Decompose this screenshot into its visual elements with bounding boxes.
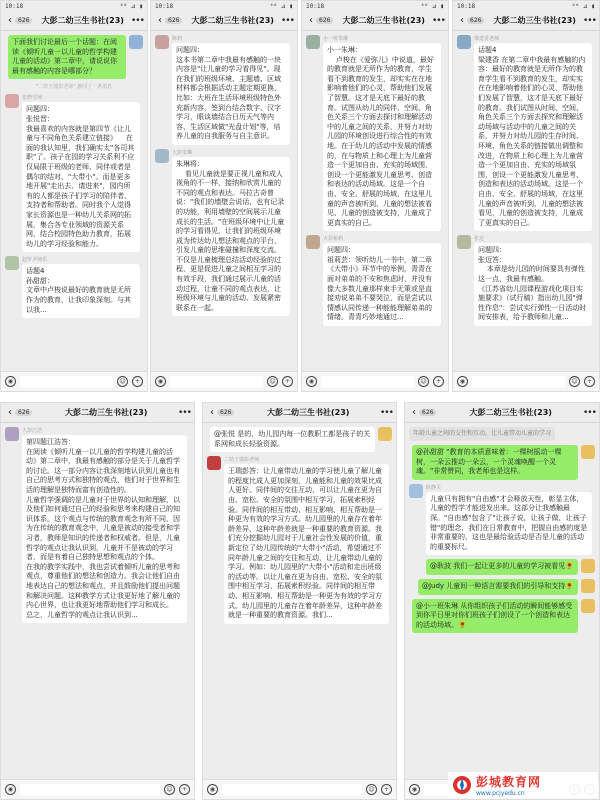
avatar[interactable]: [581, 599, 595, 613]
avatar[interactable]: [129, 35, 143, 49]
sender-name: 大彭朱琳: [172, 149, 193, 156]
more-options-icon[interactable]: •••: [583, 407, 596, 418]
chat-screenshot-6: [202, 402, 397, 800]
avatar[interactable]: [306, 235, 320, 249]
quoted-message: 年龄儿童之间的交往和互动，让儿童带动儿童的学习: [409, 427, 555, 441]
emoji-icon[interactable]: ☺: [117, 376, 128, 387]
chat-title: 大彭二幼三生书社(23): [191, 16, 274, 25]
sender-name: 大彭祖莉: [323, 236, 344, 243]
avatar[interactable]: [581, 445, 595, 459]
chat-message[interactable]: [5, 94, 143, 252]
status-bar: [151, 1, 297, 11]
voice-icon[interactable]: ◉: [155, 376, 166, 387]
voice-icon[interactable]: ◉: [5, 784, 16, 795]
emoji-icon[interactable]: ☺: [569, 376, 580, 387]
chat-message[interactable]: [409, 559, 595, 575]
chat-title-bar: [405, 403, 599, 423]
voice-icon[interactable]: ◉: [306, 376, 317, 387]
back-arrow-icon[interactable]: ‹: [158, 15, 162, 26]
status-icons: ⁴⁶ ⊿ ▮: [119, 2, 143, 10]
sender-name: 梁建香老师: [474, 36, 500, 42]
avatar[interactable]: [5, 94, 19, 108]
chat-title: 大彭二幼三生书社(23): [267, 408, 350, 417]
message-list[interactable]: [302, 31, 448, 371]
message-bubble[interactable]: 朱琳将： 看见儿童就是要正视儿童和成人视角的不一样，接纳和欣赏儿童的不同的观点和表达。马拉古奇曾说："我们的墙壁会说话，也有记录的功能，利用墙壁的空间展示儿童成长的生活。"在班级环境中让儿童的学习看得见，让我们的班级环境成为传达幼儿想法和观点的平台，引发儿童的思维碰撞和深度交流。不仅是儿童梳理总结活动经验的过程，更是促进儿童之间相互学习的有效手段，我们通过展示儿童的活动过程，让童不同的观点表达，让班级环境与儿童的活动、发展紧密联系在一起。: [172, 157, 290, 317]
message-input-bar: [1, 779, 194, 799]
message-list[interactable]: [1, 423, 194, 779]
message-bubble[interactable]: @Judy 儿童间一种语言需要我们的引导和支持🌻: [418, 579, 578, 595]
add-icon[interactable]: +: [433, 376, 444, 387]
watermark-url: www.pcjyedu.cn: [476, 790, 525, 797]
chat-title-bar: [203, 403, 396, 423]
add-icon[interactable]: +: [584, 376, 595, 387]
message-input[interactable]: [20, 376, 113, 388]
message-input[interactable]: [20, 784, 160, 796]
status-bar: [453, 1, 599, 11]
chat-message[interactable]: [155, 35, 293, 145]
system-notice: "二幼玉瑞彭老师" 撤回了一条消息: [35, 84, 113, 91]
sender-name: 耿静关: [426, 484, 442, 491]
chat-title: 大彭二幼三生书社(23): [493, 16, 576, 25]
chat-screenshot-3: [301, 0, 449, 392]
more-options-icon[interactable]: •••: [583, 15, 596, 26]
chat-message[interactable]: [409, 484, 595, 556]
emoji-icon[interactable]: ☺: [418, 376, 429, 387]
add-icon[interactable]: +: [381, 784, 392, 795]
message-bubble[interactable]: 问题四： 这本书第二章中我最有感触的一块内容是"让儿童的学习看得见"。现在我们的班级环境、主题墙、区域材料都会根据活动主题定期更换，比如：大班在生活环境班级特色外充新内容，签到台结合数字、汉字学习，眼谈墙结合日历天气等内容、生活区域做"光盘计划"等，培养儿童的自我服务与自主意识。: [172, 43, 290, 145]
message-list[interactable]: [453, 31, 599, 371]
status-bar: [302, 1, 448, 11]
unread-count-badge: 626: [15, 409, 32, 416]
chat-title-bar: [453, 11, 599, 31]
chat-screenshot-7: [404, 402, 600, 800]
sender-name: 张晓雪师: [22, 95, 43, 102]
unread-count-badge: 626: [217, 409, 234, 416]
add-icon[interactable]: +: [132, 376, 143, 387]
unread-count-badge: 626: [467, 17, 484, 24]
status-icons: ⁴⁶ ⊿ ▮: [420, 2, 444, 10]
message-bubble[interactable]: @孙甜甜 "教育的本质意味着：一棵树摇动一棵树，一朵云推动一朵云，一个灵魂唤醒一个灵魂。"非常赞同，我老师也是这样。: [412, 445, 578, 480]
message-bubble[interactable]: 下面我们讨论最后一个话题：在阅读《倾听儿童一以儿童的哲学构建儿童的活动》第二章中，请说说你最有感触的内容是哪部分？: [8, 35, 126, 79]
sender-name: 赵罗尹师乐: [22, 257, 48, 264]
more-options-icon[interactable]: •••: [432, 15, 445, 26]
chat-screenshot-5: [0, 402, 195, 800]
chat-message[interactable]: [5, 256, 143, 318]
message-bubble[interactable]: @张悦 是的，幼儿园内每一位教职工都是孩子的关系网和成长轻验资源。: [210, 427, 375, 452]
message-bubble[interactable]: 第四题江浩答： 在阅读《倾听儿童一以儿童的哲学构建儿童的活动》第二章中，我最有感触的部分是关于儿童哲学的讨论。这一部分内容让我深刻地认识到儿童也有自己的思考方式和独特的观点，他们对于世界和生活的理解是独特而富有创造性的。 儿童哲学强调的是儿童对于世界的认知和理解，以及他们如何通过自己的经验和思考来构建自己的知识体系。这个观点与传统的教育观念有所不同，因为在传统的教育观念中，儿童是被动的接受者和学习者，教师是知识的传递者和权威者。但是，儿童哲学的观点让我认识到，儿童并不是被动的学习者，而是有着自己独特思想和观点的个体。 在我的教学实践中，我也尝试着倾听儿童的思考和观点，尊重他们的想法和创造力。我会让他们自由地表达自己的想法和观点，并且鼓励他们提出问题和解决问题。这种教学方式让我更好地了解儿童的内心世界，也让我更好地帮助他们学习和成长。 总之，儿童哲学的观点让我认识到...: [22, 435, 187, 623]
watermark-name: 彭城教育网: [476, 775, 542, 789]
add-icon[interactable]: +: [282, 376, 293, 387]
chat-title-bar: [1, 403, 194, 423]
message-input-bar: [203, 779, 396, 799]
chat-title-bar: [302, 11, 448, 31]
message-list[interactable]: [405, 423, 599, 779]
chat-message[interactable]: [306, 35, 444, 231]
logo-emblem-icon: [452, 775, 472, 795]
message-bubble[interactable]: 问题四： 张迈答： 本章是幼儿园的时间要具有弹性这一点，我最有感触。 《江苏省幼儿园课程游戏化项目实施要求》（试行稿）指出幼儿园"弹性作息"：尝试实行弹性一日活动时间安排表，给予教师和儿童...: [474, 243, 592, 326]
message-bubble[interactable]: @耿波 我们一起让更多的儿童的学习被看见🌻: [426, 559, 578, 575]
emoji-icon[interactable]: ☺: [267, 376, 278, 387]
message-input[interactable]: [321, 376, 414, 388]
message-bubble[interactable]: 问题四： 祖莉芸：领听幼儿一书中，第二章《大带小》环节中的举例，青青在面对弟弟的不安和焦虑时，并没有像大多数儿童那样束手无策或是直接劝说弟弟不要哭泣，而是尝试以情感认同传递一种能能理解弟弟的情绪。青青巧妙地通过...: [323, 243, 441, 326]
message-input[interactable]: [472, 376, 565, 388]
chat-message[interactable]: [155, 149, 293, 317]
status-time: 10:18: [457, 2, 476, 10]
message-input-bar: [151, 371, 297, 391]
chat-title: 大彭二幼三生书社(23): [469, 408, 552, 417]
back-arrow-icon[interactable]: ‹: [8, 15, 12, 26]
message-bubble[interactable]: 小一朱琳： 卢梭在《爱弥儿》中说道，最好的教育就是无所作为的教育，学生看不到教育的发生，却实实在在地影响着他们的心灵，帮助他们发展了智慧。这才是天底下最好的教育。试图从幼儿的同伴、空间、角色关系三个方面去探讨和理解活动中的儿童之间的关系，并努力对幼儿园的环境创设进行综合性的有效地。在于幼儿的活动中发展的情感的，在与物质上和心理上为儿童营造一个更加自由、充实的场域围，创设一个更能激发儿童思考、创造和表达的活动场域。这是一个自由、安全、舒展的场域，在这里儿童的声音被听到、儿童的想法被看见、儿童的创造被支持，儿童成了更真实的自己。: [323, 43, 441, 231]
avatar[interactable]: [378, 427, 392, 441]
watermark-logo: [448, 772, 598, 798]
message-input[interactable]: [222, 784, 362, 796]
chat-title: 大彭二幼三生书社(23): [342, 16, 425, 25]
chat-message[interactable]: [409, 445, 595, 480]
back-arrow-icon[interactable]: ‹: [460, 15, 464, 26]
chat-title: 大彭二幼三生书社(23): [65, 408, 148, 417]
sender-name: 小一班朱琳: [323, 36, 349, 42]
avatar[interactable]: [207, 456, 221, 470]
chat-screenshot-1: [0, 0, 148, 392]
chat-message[interactable]: [306, 235, 444, 326]
unread-count-badge: 626: [165, 17, 182, 24]
avatar[interactable]: [5, 256, 19, 270]
voice-icon[interactable]: ◉: [409, 784, 420, 795]
unread-count-badge: 626: [316, 17, 333, 24]
message-input-bar: [302, 371, 448, 391]
status-icons: ⁴⁶ ⊿ ▮: [571, 2, 595, 10]
chat-title-bar: [1, 11, 147, 31]
message-bubble[interactable]: 问题四： 张悦晋： 我最喜欢的内容就是第四节《让儿童与不同角色关系建立链接》 在面的我认知里，我们确实太"各司其职"了。孩子在园的学习关系利不应仅局限于班级的老师、同伴或者是偶尔的结对、"大带小"。而是更多地开展"走出去、请进来"，园内所有的人都是孩子们学习的陪伴者、支持者和帮助者。同时我个人觉得家长资源也是一种幼儿关系网的拓展，集合各专业领域的资源关系网，结合校园特色助力教育，拓展幼儿的学习经验和能力。: [22, 102, 140, 252]
status-time: 10:18: [5, 2, 24, 10]
chat-title: 大彭二幼三生书社(23): [41, 16, 124, 25]
chat-message[interactable]: [457, 35, 595, 231]
emoji-icon[interactable]: ☺: [366, 784, 377, 795]
avatar[interactable]: [409, 484, 423, 498]
message-bubble[interactable]: 话题4 孙甜甜： 文章中卢梭说最好的教育就是无所作为的教育，让我印象深刻。与其以我...: [22, 264, 140, 318]
chat-message[interactable]: [207, 456, 392, 624]
avatar[interactable]: [5, 427, 19, 441]
message-list[interactable]: [151, 31, 297, 371]
status-time: 10:18: [155, 2, 174, 10]
avatar[interactable]: [306, 35, 320, 49]
avatar[interactable]: [457, 235, 471, 249]
voice-icon[interactable]: ◉: [457, 376, 468, 387]
message-input-bar: [1, 371, 147, 391]
avatar[interactable]: [155, 35, 169, 49]
message-bubble[interactable]: 儿童只有拥有"自由感"才会释放天性，彰显主体，儿童的哲学才能进发出来。这部分让我感触最深。"自由感"包含了"让孩子说，让孩子做，让孩子错"的理念，我们在日常教育中，把握自由感的度是非常重要的，这也是最给验活动是否是儿童的活动的重要标尺。: [426, 492, 592, 556]
chat-screenshot-4: [452, 0, 600, 392]
more-options-icon[interactable]: •••: [380, 407, 393, 418]
sender-name: 陈莉: [172, 36, 183, 42]
chat-message[interactable]: [5, 427, 190, 623]
chat-title-bar: [151, 11, 297, 31]
chat-screenshot-2: [150, 0, 298, 392]
chat-message[interactable]: [409, 579, 595, 595]
chat-message[interactable]: [5, 35, 143, 79]
add-icon[interactable]: +: [179, 784, 190, 795]
status-time: 10:18: [306, 2, 325, 10]
voice-icon[interactable]: ◉: [5, 376, 16, 387]
avatar[interactable]: [581, 579, 595, 593]
message-bubble[interactable]: 王瑞彭答：让儿童带动儿童的学习使儿童了解儿童的程度比成人更加深刻，儿童能和儿童的效果比成人更好。同伴间的交往互动，可以让儿童在更为自由、宽松、安全的氛围中相互学习，拓展索积经验。同伴间的相互带动、相互影响、相互帮助是一种更为有效的学习方式。幼儿园里的儿童存在着年龄差异，这种年龄差就是一种重要的教育资源。我们充分挖掘幼儿园对于儿童社会性发展的价值，重新定位了幼儿园传统的"大带小"活动，希望通过不同年龄儿童之间的交往和互动，让儿童带动儿童的学习。例如：幼儿园里的"大带小"活动和走出班级的活动等。以让儿童在更为自由、宽松、安全的氛围中相互学习，拓展索积经验。同伴间的相互带动、相互影响、相互帮助是一种更为有效的学习方式。幼儿园里的儿童存在着年龄差异，这种年龄差就是一种重要的教育资源。我们...: [224, 464, 389, 624]
unread-count-badge: 626: [15, 17, 32, 24]
message-input[interactable]: [170, 376, 263, 388]
chat-message[interactable]: [207, 427, 392, 452]
emoji-icon[interactable]: ☺: [164, 784, 175, 795]
back-arrow-icon[interactable]: ‹: [412, 407, 416, 418]
unread-count-badge: 626: [419, 409, 436, 416]
avatar[interactable]: [581, 559, 595, 573]
message-input-bar: [453, 371, 599, 391]
avatar[interactable]: [155, 149, 169, 163]
chat-message[interactable]: [409, 599, 595, 634]
status-icons: ⁴⁶ ⊿ ▮: [269, 2, 293, 10]
more-options-icon[interactable]: •••: [178, 407, 191, 418]
chat-message[interactable]: [457, 235, 595, 326]
back-arrow-icon[interactable]: ‹: [309, 15, 313, 26]
avatar[interactable]: [457, 35, 471, 49]
back-arrow-icon[interactable]: ‹: [8, 407, 12, 418]
sender-name: 张迈: [474, 236, 485, 243]
message-bubble[interactable]: 话题4 梁建香 在第二章中我最有感触的内容：最好的教育就是无所作为的教育学生看不到教育的发生，却实实在在地影响着他们的心灵，帮助他们发展了智慧，这才是天底下最好的教育。我们试图从时间、空间、角色关系三个方面去探究和理解活动场域与活动中的儿童之间的关系，并努力对幼儿园的生存时间、环境、角色关系的链接做出调整和改进，在物质上和心理上为儿童营造一个更加自由、充实的场域氛围，创设一个更能激发儿童思考、创造和表达的活动场域。这是一个自由、安全、舒展的场域，在这里儿童的声音被听到，儿童的想法被看见，儿童的创造被支持，儿童成了更真实的自己。: [474, 43, 592, 231]
message-list[interactable]: [203, 423, 396, 779]
sender-name: 大彭江浩: [22, 428, 43, 434]
more-options-icon[interactable]: •••: [281, 15, 294, 26]
sender-name: 二幼王瑞彭老师: [224, 457, 260, 464]
message-list[interactable]: [1, 31, 147, 371]
back-arrow-icon[interactable]: ‹: [210, 407, 214, 418]
more-options-icon[interactable]: •••: [131, 15, 144, 26]
voice-icon[interactable]: ◉: [207, 784, 218, 795]
status-bar: [1, 1, 147, 11]
message-bubble[interactable]: @小一班朱琳 从你组织孩子们活动的瞬间能够感受到你平日里对你们班孩子们创设了一个创造和表达的活动场域。🌻: [412, 599, 578, 634]
